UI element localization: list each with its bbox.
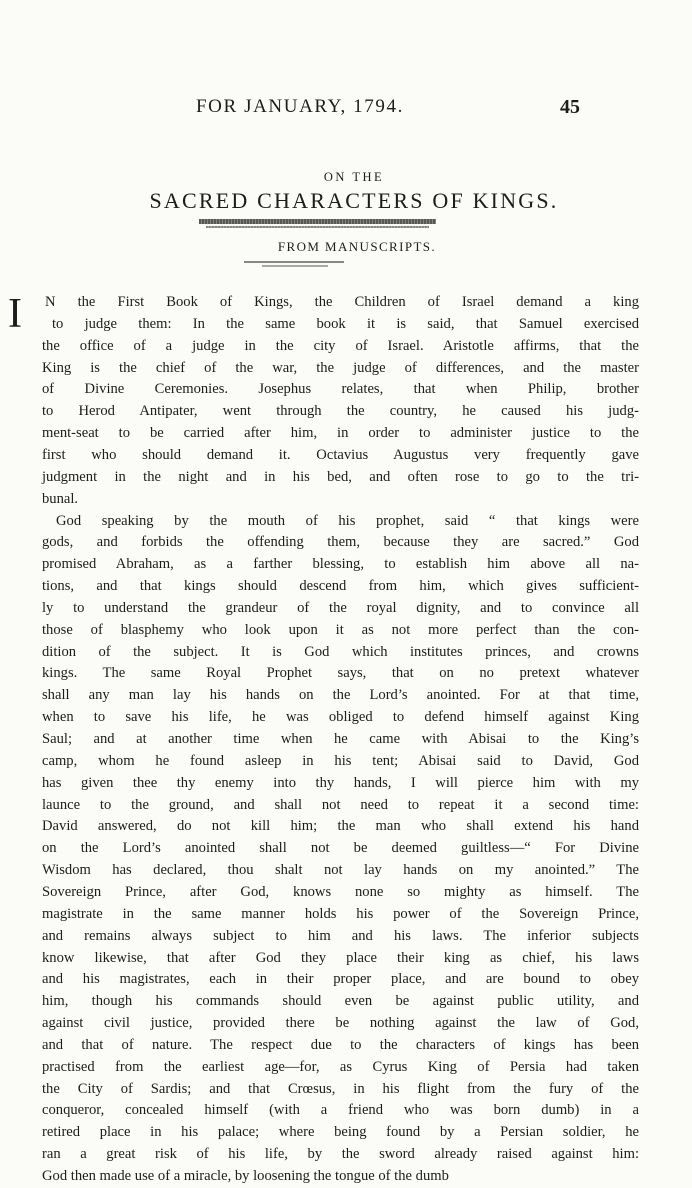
text-line: gods, and forbids the offending them, because they are sacred.” God (42, 534, 639, 551)
divider (244, 261, 344, 263)
text-line: ment-seat to be carried after him, in order to administer justice to the (42, 425, 639, 442)
text-line: on the Lord’s anointed shall not be deemed guiltless—“ For Divine (42, 840, 639, 857)
text-line: dition of the subject. It is God which institutes princes, and crowns (42, 643, 639, 660)
text-line: Saul; and at another time when he came with Abisai to the King’s (42, 731, 639, 747)
text-line: know likewise, that after God they place their king as chief, his laws (42, 949, 639, 966)
text-line: ly to understand the grandeur of the royal dignity, and to convince all (42, 599, 639, 616)
page-number: 45 (560, 96, 580, 118)
text-line: practised from the earliest age—for, as Cyrus King of Persia had taken (42, 1058, 639, 1075)
text-line: God then made use of a miracle, by loosening the tongue of the dumb (42, 1168, 449, 1184)
ornamental-rule-lower (206, 226, 429, 228)
running-head (0, 96, 692, 122)
text-line: kings. The same Royal Prophet says, that on no pretext whatever (42, 665, 639, 682)
divider-lower (262, 265, 328, 267)
text-line: and that of nature. The respect due to the characters of kings has been (42, 1036, 639, 1053)
text-line: shall any man lay his hands on the Lord’s anointed. For at that time, (42, 687, 639, 704)
text-line: when to save his life, he was obliged to defend himself against King (42, 709, 639, 726)
text-line: Sovereign Prince, after God, knows none so mighty as himself. The (42, 883, 639, 900)
article-preface: ON THE (323, 170, 385, 184)
text-line: God speaking by the mouth of his prophet, said “ that kings were (56, 512, 639, 529)
text-line: and remains always subject to him and his laws. The inferior subjects (42, 927, 639, 944)
text-line: launce to the ground, and shall not need to repeat it a second time: (42, 796, 639, 813)
text-line: retired place in his palace; where being found by a Persian soldier, he (42, 1124, 639, 1141)
text-line: judgment in the night and in his bed, and often rose to go to the tri- (42, 468, 639, 485)
text-line: N the First Book of Kings, the Children of Israel demand a king (45, 294, 639, 310)
text-line: the City of Sardis; and that Crœsus, in his flight from the fury of the (42, 1080, 639, 1097)
text-line: against civil justice, provided there be nothing against the law of God, (42, 1015, 639, 1032)
text-line: camp, whom he found asleep in his tent; Abisai said to David, God (42, 752, 639, 769)
text-line: those of blasphemy who look upon it as not more perfect than the con- (42, 621, 639, 638)
text-line: David answered, do not kill him; the man who shall extend his hand (42, 818, 639, 835)
article-title: SACRED CHARACTERS OF KINGS. (149, 188, 559, 213)
text-line: the office of a judge in the city of Israel. Aristotle affirms, that the (42, 337, 639, 354)
text-line: promised Abraham, as a farther blessing, to establish him above all na- (42, 556, 639, 573)
text-line: magistrate in the same manner holds his power of the Sovereign Prince, (42, 905, 639, 922)
ornamental-rule (199, 219, 436, 224)
text-line: to Herod Antipater, went through the country, he caused his judg- (42, 403, 639, 420)
text-line: him, though his commands should even be against public utility, and (42, 993, 639, 1010)
text-line: has given thee thy enemy into thy hands, I will pierce him with my (42, 774, 639, 791)
drop-cap: I (8, 291, 22, 337)
text-line: ran a great risk of his life, by the sword already raised against him: (42, 1146, 639, 1163)
text-line: bunal. (42, 490, 79, 507)
text-line: and his magistrates, each in their proper place, and are bound to obey (42, 971, 639, 988)
text-line: first who should demand it. Octavius Augustus very frequently gave (42, 446, 639, 463)
text-line: Wisdom has declared, thou shalt not lay hands on my anointed.” The (42, 862, 639, 879)
text-line: King is the chief of the war, the judge of differences, and the master (42, 359, 639, 376)
text-line: of Divine Ceremonies. Josephus relates, that when Philip, brother (42, 381, 639, 398)
text-line: tions, and that kings should descend from him, which gives sufficient- (42, 578, 639, 595)
running-title: FOR JANUARY, 1794. (196, 96, 404, 117)
text-line: to judge them: In the same book it is said, that Samuel exercised (52, 315, 639, 332)
text-line: conqueror, concealed himself (with a friend who was born dumb) in a (42, 1102, 639, 1119)
article-subtitle: FROM MANUSCRIPTS. (277, 239, 437, 254)
